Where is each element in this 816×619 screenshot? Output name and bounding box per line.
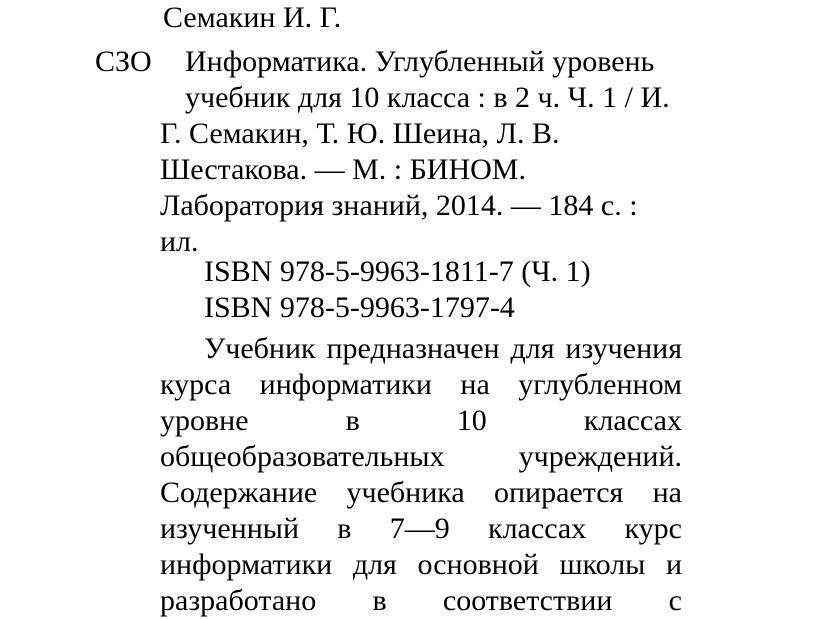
description-word: курса	[160, 368, 232, 401]
classification-code: СЗО	[95, 45, 152, 78]
description-word: с	[668, 584, 682, 617]
description-word: разработано	[160, 584, 317, 617]
description-word: основной	[417, 548, 539, 581]
description-word: на	[652, 476, 682, 509]
description-word: школы	[559, 548, 646, 581]
description-word: в	[345, 404, 360, 437]
bibliography-line: Шестакова. — М. : БИНОМ.	[160, 153, 526, 186]
description-word: в	[372, 584, 387, 617]
description-line	[160, 475, 682, 511]
description-word: информатики	[160, 548, 333, 581]
description-word: опирается	[493, 476, 624, 509]
description-word: на	[460, 368, 490, 401]
description-word: изученный	[160, 512, 299, 545]
isbn-line: ISBN 978-5-9963-1797-4	[204, 291, 515, 324]
description-word: предназначен	[326, 332, 500, 365]
isbn-line: ISBN 978-5-9963-1811-7 (Ч. 1)	[204, 255, 591, 288]
description-word: углубленном	[518, 368, 682, 401]
bibliography-line: Информатика. Углубленный уровень	[185, 45, 655, 78]
bibliography-line: учебник для 10 класса : в 2 ч. Ч. 1 / И.	[185, 81, 670, 114]
description-word: учебника	[346, 476, 465, 509]
bibliography-line: Г. Семакин, Т. Ю. Шеина, Л. В.	[160, 117, 560, 150]
description-word: для	[352, 548, 397, 581]
description-word: изучения	[565, 332, 682, 365]
description-word: учреждений.	[518, 440, 682, 473]
description-word: в	[337, 512, 352, 545]
description-line	[160, 547, 682, 583]
description-word: классах	[583, 404, 682, 437]
description-line	[160, 511, 682, 547]
description-line	[160, 439, 682, 475]
description-line	[204, 331, 682, 367]
description-word: 7—9	[389, 512, 450, 545]
bibliography-line: ил.	[160, 225, 199, 258]
description-word: классах	[488, 512, 587, 545]
description-line	[160, 583, 682, 619]
description-word: уровне	[160, 404, 249, 437]
bibliography-line: Лаборатория знаний, 2014. — 184 с. :	[160, 189, 638, 222]
description-word: общеобразовательных	[160, 440, 445, 473]
description-word: курс	[624, 512, 682, 545]
description-line	[160, 403, 682, 439]
description-word: для	[510, 332, 555, 365]
description-word: соответствии	[442, 584, 613, 617]
author-name: Семакин И. Г.	[163, 1, 342, 34]
description-word: 10	[456, 404, 487, 437]
description-line	[160, 367, 682, 403]
description-word: Учебник	[204, 332, 316, 365]
description-word: Содержание	[160, 476, 318, 509]
description-word: и	[665, 548, 682, 581]
description-word: информатики	[259, 368, 432, 401]
